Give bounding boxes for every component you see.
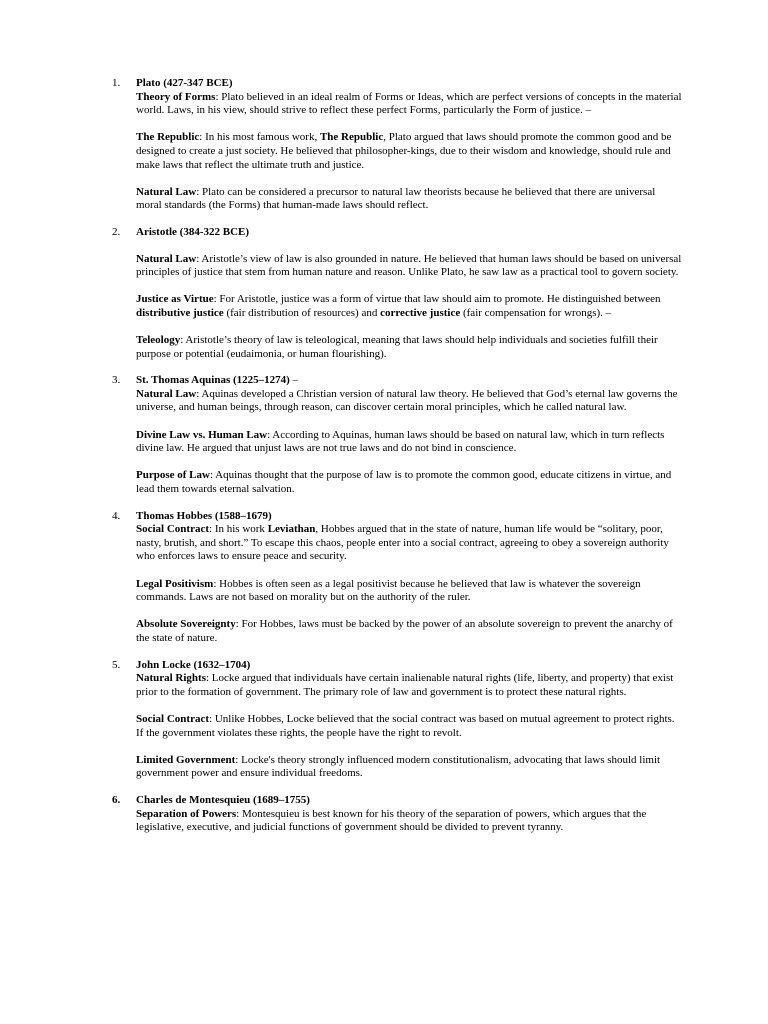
text-run: : Hobbes is often seen as a legal positivist because he believed that law is whatever the sovereign commands. Laws are not based on morality but on the authority of the ruler. xyxy=(136,577,641,604)
bold-term: Legal Positivism xyxy=(136,577,214,590)
paragraph xyxy=(136,131,682,172)
paragraph xyxy=(136,293,682,320)
bold-term: Absolute Sovereignty xyxy=(136,618,236,631)
bold-term: Justice as Virtue xyxy=(136,293,214,306)
paragraph xyxy=(136,388,682,415)
text-run: : Unlike Hobbes, Locke believed that the social contract was based on mutual agreement to protect rights. If the government violates these rights, the people have the right to revolt. xyxy=(136,712,675,739)
text-run: : Aristotle’s theory of law is teleological, meaning that laws should help individuals and societies fulfill their purpose or potential (eudaimonia, or human flourishing). xyxy=(136,334,658,360)
bold-term: Natural Law xyxy=(136,252,197,265)
text-run: , Hobbes argued that in the state of nature, human life would be “solitary, poor, nasty, brutish, and short.” To escape this chaos, people enter into a social contract, agreeing to obey a sovereign authority who enforces laws to ensure peace and security. xyxy=(136,523,669,563)
text-run: : In his work xyxy=(209,523,268,536)
text-run: , Plato argued that laws should promote the common good and be designed to create a just society. He believed that philosopher-kings, due to their wisdom and knowledge, should rule and make laws that reflect the ultimate truth and justice. xyxy=(136,131,672,171)
philosopher-title: St. Thomas Aquinas (1225–1274) xyxy=(136,374,290,387)
paragraph xyxy=(136,91,682,118)
bold-term: Social Contract xyxy=(136,712,210,725)
list-item-number: 3. xyxy=(112,374,121,387)
list-item xyxy=(112,77,682,213)
list-item-heading xyxy=(136,794,682,808)
philosopher-title: Charles de Montesquieu (1689–1755) xyxy=(136,793,310,806)
text-run: : For Aristotle, justice was a form of virtue that law should aim to promote. He distinguished between xyxy=(213,293,661,306)
bold-term: The Republic xyxy=(319,131,384,144)
bold-term: Natural Law xyxy=(136,185,197,198)
text-run: : Montesquieu is best known for his theory of the separation of powers, which argues that the legislative, executive, and judicial functions of government should be divided to prevent tyranny. xyxy=(136,807,647,834)
bold-term: Purpose of Law xyxy=(136,469,210,482)
bold-term: Limited Government xyxy=(136,753,236,766)
paragraph xyxy=(136,808,682,835)
list-item-number: 2. xyxy=(112,225,121,238)
paragraph xyxy=(136,754,682,781)
bold-term: Theory of Forms xyxy=(136,90,216,103)
bold-term: Social Contract xyxy=(136,523,210,536)
text-run: (fair distribution of resources) and xyxy=(223,306,381,319)
list-item-heading xyxy=(136,510,682,524)
list-item xyxy=(112,226,682,361)
list-item-heading xyxy=(136,77,682,91)
list-item-number: 5. xyxy=(112,658,121,671)
list-item xyxy=(112,374,682,496)
paragraph xyxy=(136,186,682,213)
paragraph xyxy=(136,578,682,605)
bold-term: corrective justice xyxy=(380,306,461,319)
paragraph xyxy=(136,713,682,740)
bold-term: Natural Law xyxy=(136,387,197,400)
text-run: : Aquinas developed a Christian version of natural law theory. He believed that God’s eternal law governs the universe, and human beings, through reason, can discover certain moral principles, which he called natural law. xyxy=(136,387,678,414)
paragraph xyxy=(136,523,682,564)
bold-term: Leviathan xyxy=(267,523,316,536)
bold-term: distributive justice xyxy=(136,306,224,319)
text-run: : Locke's theory strongly influenced modern constitutionalism, advocating that laws should limit government power and ensure individual freedoms. xyxy=(136,753,661,780)
list-item-heading xyxy=(136,659,682,673)
paragraph xyxy=(136,618,682,645)
text-run: : According to Aquinas, human laws should be based on natural law, which in turn reflects divine law. He argued that unjust laws are not true laws and do not bind in conscience. xyxy=(136,428,665,455)
list-item-number: 6. xyxy=(112,793,121,806)
bold-term: Separation of Powers xyxy=(136,807,237,820)
text-run: : In his most famous work, xyxy=(199,131,320,144)
philosopher-title: Thomas Hobbes (1588–1679) xyxy=(136,509,272,522)
philosopher-title: Plato (427-347 BCE) xyxy=(136,77,233,89)
list-item-heading xyxy=(136,226,682,240)
paragraph xyxy=(136,429,682,456)
paragraph xyxy=(136,469,682,496)
paragraph xyxy=(136,253,682,280)
bold-term: Divine Law vs. Human Law xyxy=(136,428,268,441)
document-body xyxy=(112,77,682,848)
text-run: : For Hobbes, laws must be backed by the power of an absolute sovereign to prevent the anarchy of the state of nature. xyxy=(136,618,673,644)
title-suffix: – xyxy=(289,374,299,387)
text-run: (fair compensation for wrongs). – xyxy=(460,306,612,319)
list-item xyxy=(112,659,682,781)
bold-term: Natural Rights xyxy=(136,672,206,685)
philosopher-title: Aristotle (384-322 BCE) xyxy=(136,225,250,238)
philosopher-title: John Locke (1632–1704) xyxy=(136,658,251,671)
bold-term: Teleology xyxy=(136,334,181,347)
list-item xyxy=(112,794,682,835)
paragraph xyxy=(136,672,682,699)
text-run: : Locke argued that individuals have certain inalienable natural rights (life, liberty, and property) that exist prior to the formation of government. The primary role of law and government is to protect these natural rights. xyxy=(136,672,674,698)
list-item-number: 1. xyxy=(112,77,121,89)
text-run: : Plato believed in an ideal realm of Forms or Ideas, which are perfect versions of concepts in the material world. Laws, in his view, should strive to reflect these perfect Forms, particularly the Form of justice. – xyxy=(136,90,682,117)
list-item-number: 4. xyxy=(112,509,121,522)
list-item-heading xyxy=(136,374,682,388)
text-run: : Aquinas thought that the purpose of law is to promote the common good, educate citizens in virtue, and lead them towards eternal salvation. xyxy=(136,469,672,496)
paragraph xyxy=(136,334,682,361)
list-item xyxy=(112,510,682,646)
text-run: : Plato can be considered a precursor to natural law theorists because he believed that there are universal moral standards (the Forms) that human-made laws should reflect. xyxy=(136,185,656,212)
bold-term: The Republic xyxy=(136,131,200,144)
text-run: : Aristotle’s view of law is also grounded in nature. He believed that human laws should be based on universal principles of justice that stem from human nature and reason. Unlike Plato, he saw law as a practical tool to govern society. xyxy=(136,252,682,279)
